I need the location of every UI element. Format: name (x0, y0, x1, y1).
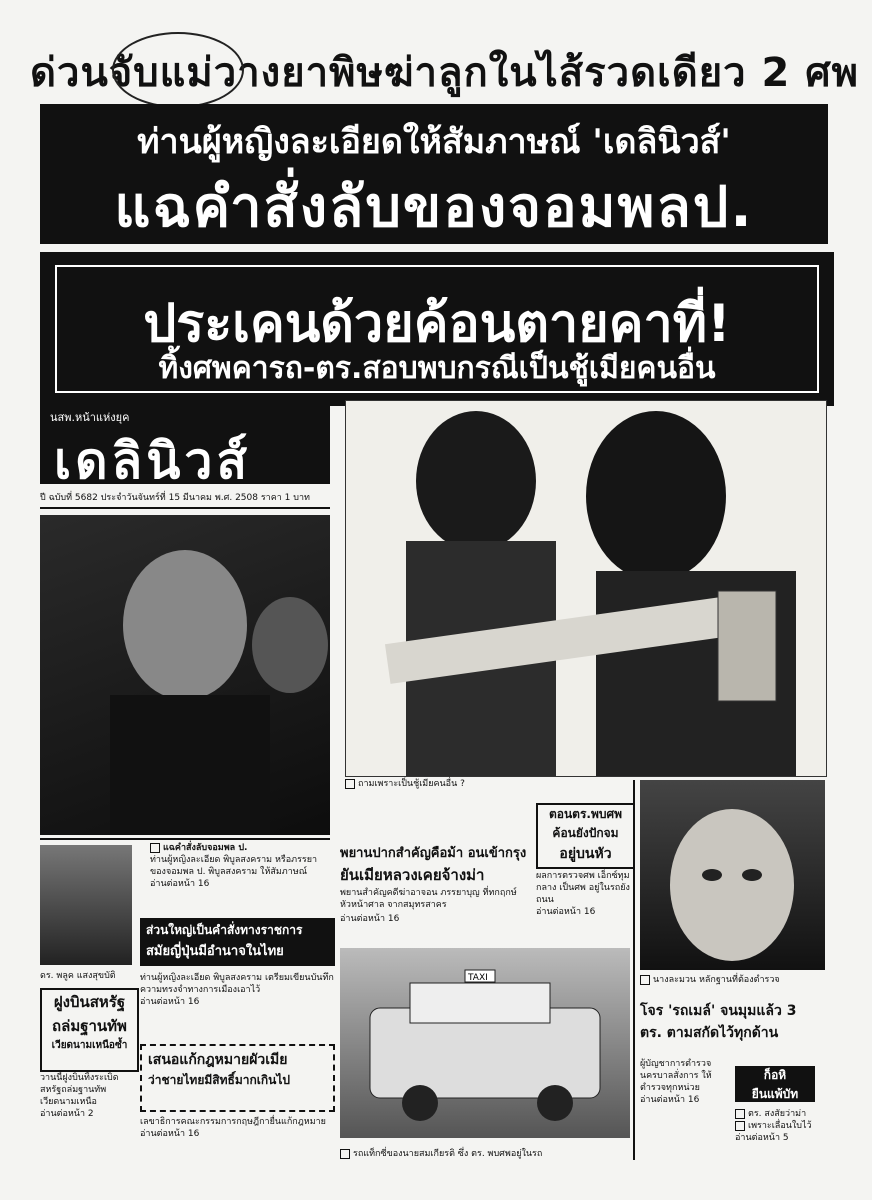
main-photo-caption (345, 778, 630, 790)
masthead-name: เดลินิวส์ (54, 432, 251, 490)
us-body-text: วานนี้ฝูงบินทิ้งระเบิดสหรัฐถล่มฐานทัพเวียดนามเหนือ (40, 1073, 119, 1107)
law-head-1: เสนอแก้กฎหมายผัวเมีย (148, 1052, 288, 1068)
taxi-caption-text: รถแท็กซี่ของนายสมเกียรติ ซึ่ง ตร. พบศพอยู่ในรถ (353, 1149, 543, 1159)
library-stamp (112, 32, 244, 108)
hammer-box-line3: อยู่บนหัว (559, 846, 612, 862)
taxi-photo (340, 948, 630, 1138)
law-story-head (140, 1044, 335, 1112)
caption-square-icon (735, 1121, 745, 1131)
small-photo (40, 845, 132, 965)
thief-story-body (640, 1058, 730, 1106)
headline-band-2 (40, 252, 834, 406)
civil-head-1: ส่วนใหญ่เป็นคำสั่งทางราชการ (146, 923, 303, 937)
us-story-head (40, 988, 139, 1072)
lady-caption (640, 974, 825, 986)
continued-c8: อ่านต่อหน้า 5 (735, 1133, 789, 1143)
band1-line1: ท่านผู้หญิงละเอียดให้สัมภาษณ์ 'เดลินิวส์' (137, 122, 731, 162)
hammer-box-line1: ตอนตร.พบศพ (548, 807, 623, 821)
law-head-2: ว่าชายไทยมีสิทธิ์มากเกินไป (148, 1073, 290, 1087)
rule-right-column (633, 780, 635, 1160)
us-story-body (40, 1072, 135, 1120)
bottom-cap-2: เพราะเลื่อนใบไว้ (748, 1121, 812, 1131)
law-body-text: เลขาธิการคณะกรรมการกฤษฎีกายื่นแก้กฎหมาย (140, 1117, 326, 1127)
continued-c2: อ่านต่อหน้า 16 (340, 914, 400, 924)
band2-frame (55, 265, 819, 393)
continued-c1: อ่านต่อหน้า 16 (150, 879, 210, 889)
caption-square-icon (340, 1149, 350, 1159)
hammer-body (536, 870, 636, 918)
taxi-caption (340, 1148, 630, 1160)
taxi-sign: TAXI (468, 973, 488, 983)
hammer-body-text: ผลการตรวจศพ เอ็กซ์ทุม กลาง เป็นศพ อยู่ในรถยังถนน (536, 871, 630, 905)
main-photo (345, 400, 827, 777)
left-photo-caption-title: แฉคำสั่งลับจอมพล ป. (163, 843, 248, 853)
main-photo-caption-text: ถามเพราะเป็นชู้เมียคนอื่น ? (358, 779, 465, 789)
caption-square-icon (150, 843, 160, 853)
left-photo-caption (150, 842, 330, 890)
us-head-1: ฝูงบินสหรัฐ (53, 993, 126, 1011)
caption-square-icon (735, 1109, 745, 1119)
band2-line2: ทิ้งศพคารถ-ตร.สอบพบกรณีเป็นชู้เมียคนอื่น (158, 351, 716, 386)
civil-story-head (140, 918, 335, 966)
small-photo-caption: ดร. พลูค แสงสุขบัติ (40, 971, 116, 981)
witness-head-2: ยันเมียหลวงเคยจ้างม่า (340, 866, 485, 884)
witness-story (340, 842, 530, 925)
civil-body-text: ท่านผู้หญิงละเอียด พิบูลสงคราม เตรียมเขียนบันทึกความทรงจำทางการเมืองเอาไว้ (140, 973, 334, 995)
thief-head-2: ตร. ตามสกัดไว้ทุกด้าน (640, 1025, 779, 1041)
lady-photo (640, 780, 825, 970)
left-photo-caption-body: ท่านผู้หญิงละเอียด พิบูลสงคราม หรือภรรยาของจอมพล ป. พิบูลสงคราม ให้สัมภาษณ์ (150, 855, 318, 877)
bottom-cap-1: ตร. สงสัยว่าม่า (748, 1109, 807, 1119)
taxi-illustration (340, 948, 630, 1138)
civil-story-body (140, 972, 335, 1008)
continued-c3: อ่านต่อหน้า 2 (40, 1109, 94, 1119)
caption-square-icon (640, 975, 650, 985)
us-head-3: เวียดนามเหนือซ้ำ (51, 1040, 128, 1051)
bottom-box-line1: ก็อหิ (763, 1068, 787, 1082)
masthead-subtitle: นสพ.หน้าแห่งยุค (50, 411, 130, 424)
rule-left (40, 838, 330, 840)
us-head-2: ถล่มฐานทัพ (52, 1017, 127, 1035)
lady-caption-text: นางละมวน หลักฐานที่ต้องตำรวจ (653, 975, 780, 985)
hammer-box (536, 803, 635, 869)
band1-line2: แฉคำสั่งลับของจอมพลป. (114, 175, 754, 240)
witness-head-1: พยานปากสำคัญคือม้า อนเข้ากรุง (340, 846, 527, 861)
caption-square-icon (345, 779, 355, 789)
law-story-body (140, 1116, 335, 1140)
masthead (40, 402, 330, 490)
bottom-right-captions (735, 1108, 825, 1144)
left-photo-illustration (40, 515, 330, 835)
top-headline: ด่วนจับแม่วางยาพิษฆ่าลูกในไส้รวดเดียว 2 ศพ (30, 50, 860, 96)
lady-illustration (640, 780, 825, 970)
civil-head-2: สมัยญี่ปุ่นมีอำนาจในไทย (146, 944, 284, 959)
bottom-box-line2: ยืนแพ้บัท (751, 1087, 799, 1101)
continued-c5: อ่านต่อหน้า 16 (140, 997, 200, 1007)
continued-c6: อ่านต่อหน้า 16 (140, 1129, 200, 1139)
band2-line1: ประเคนด้วยค้อนตายคาที่! (143, 294, 731, 354)
headline-band-1 (40, 104, 828, 244)
thief-body-text: ผู้บัญชาการตำรวจ นครบาลสั่งการ ให้ตำรวจทุกหน่วย (640, 1059, 712, 1093)
continued-c7: อ่านต่อหน้า 16 (640, 1095, 700, 1105)
continued-c4: อ่านต่อหน้า 16 (536, 907, 596, 917)
bottom-right-box (735, 1066, 815, 1102)
hammer-box-line2: ค้อนยังปักจม (552, 826, 619, 840)
thief-head-1: โจร 'รถเมล์' จนมุมแล้ว 3 (640, 1003, 797, 1019)
witness-body: พยานสำคัญคดีฆ่าอาจอน ภรรยาบุญ ที่ทกฤกษ์ หัวหน้าศาล จากสมุทรสาคร (340, 888, 517, 910)
main-photo-illustration (346, 401, 826, 776)
dateline: ปี ฉบับที่ 5682 ประจำวันจันทร์ที่ 15 มีนาคม พ.ศ. 2508 ราคา 1 บาท (40, 490, 330, 509)
left-photo (40, 515, 330, 835)
thief-story-head (640, 1000, 825, 1044)
